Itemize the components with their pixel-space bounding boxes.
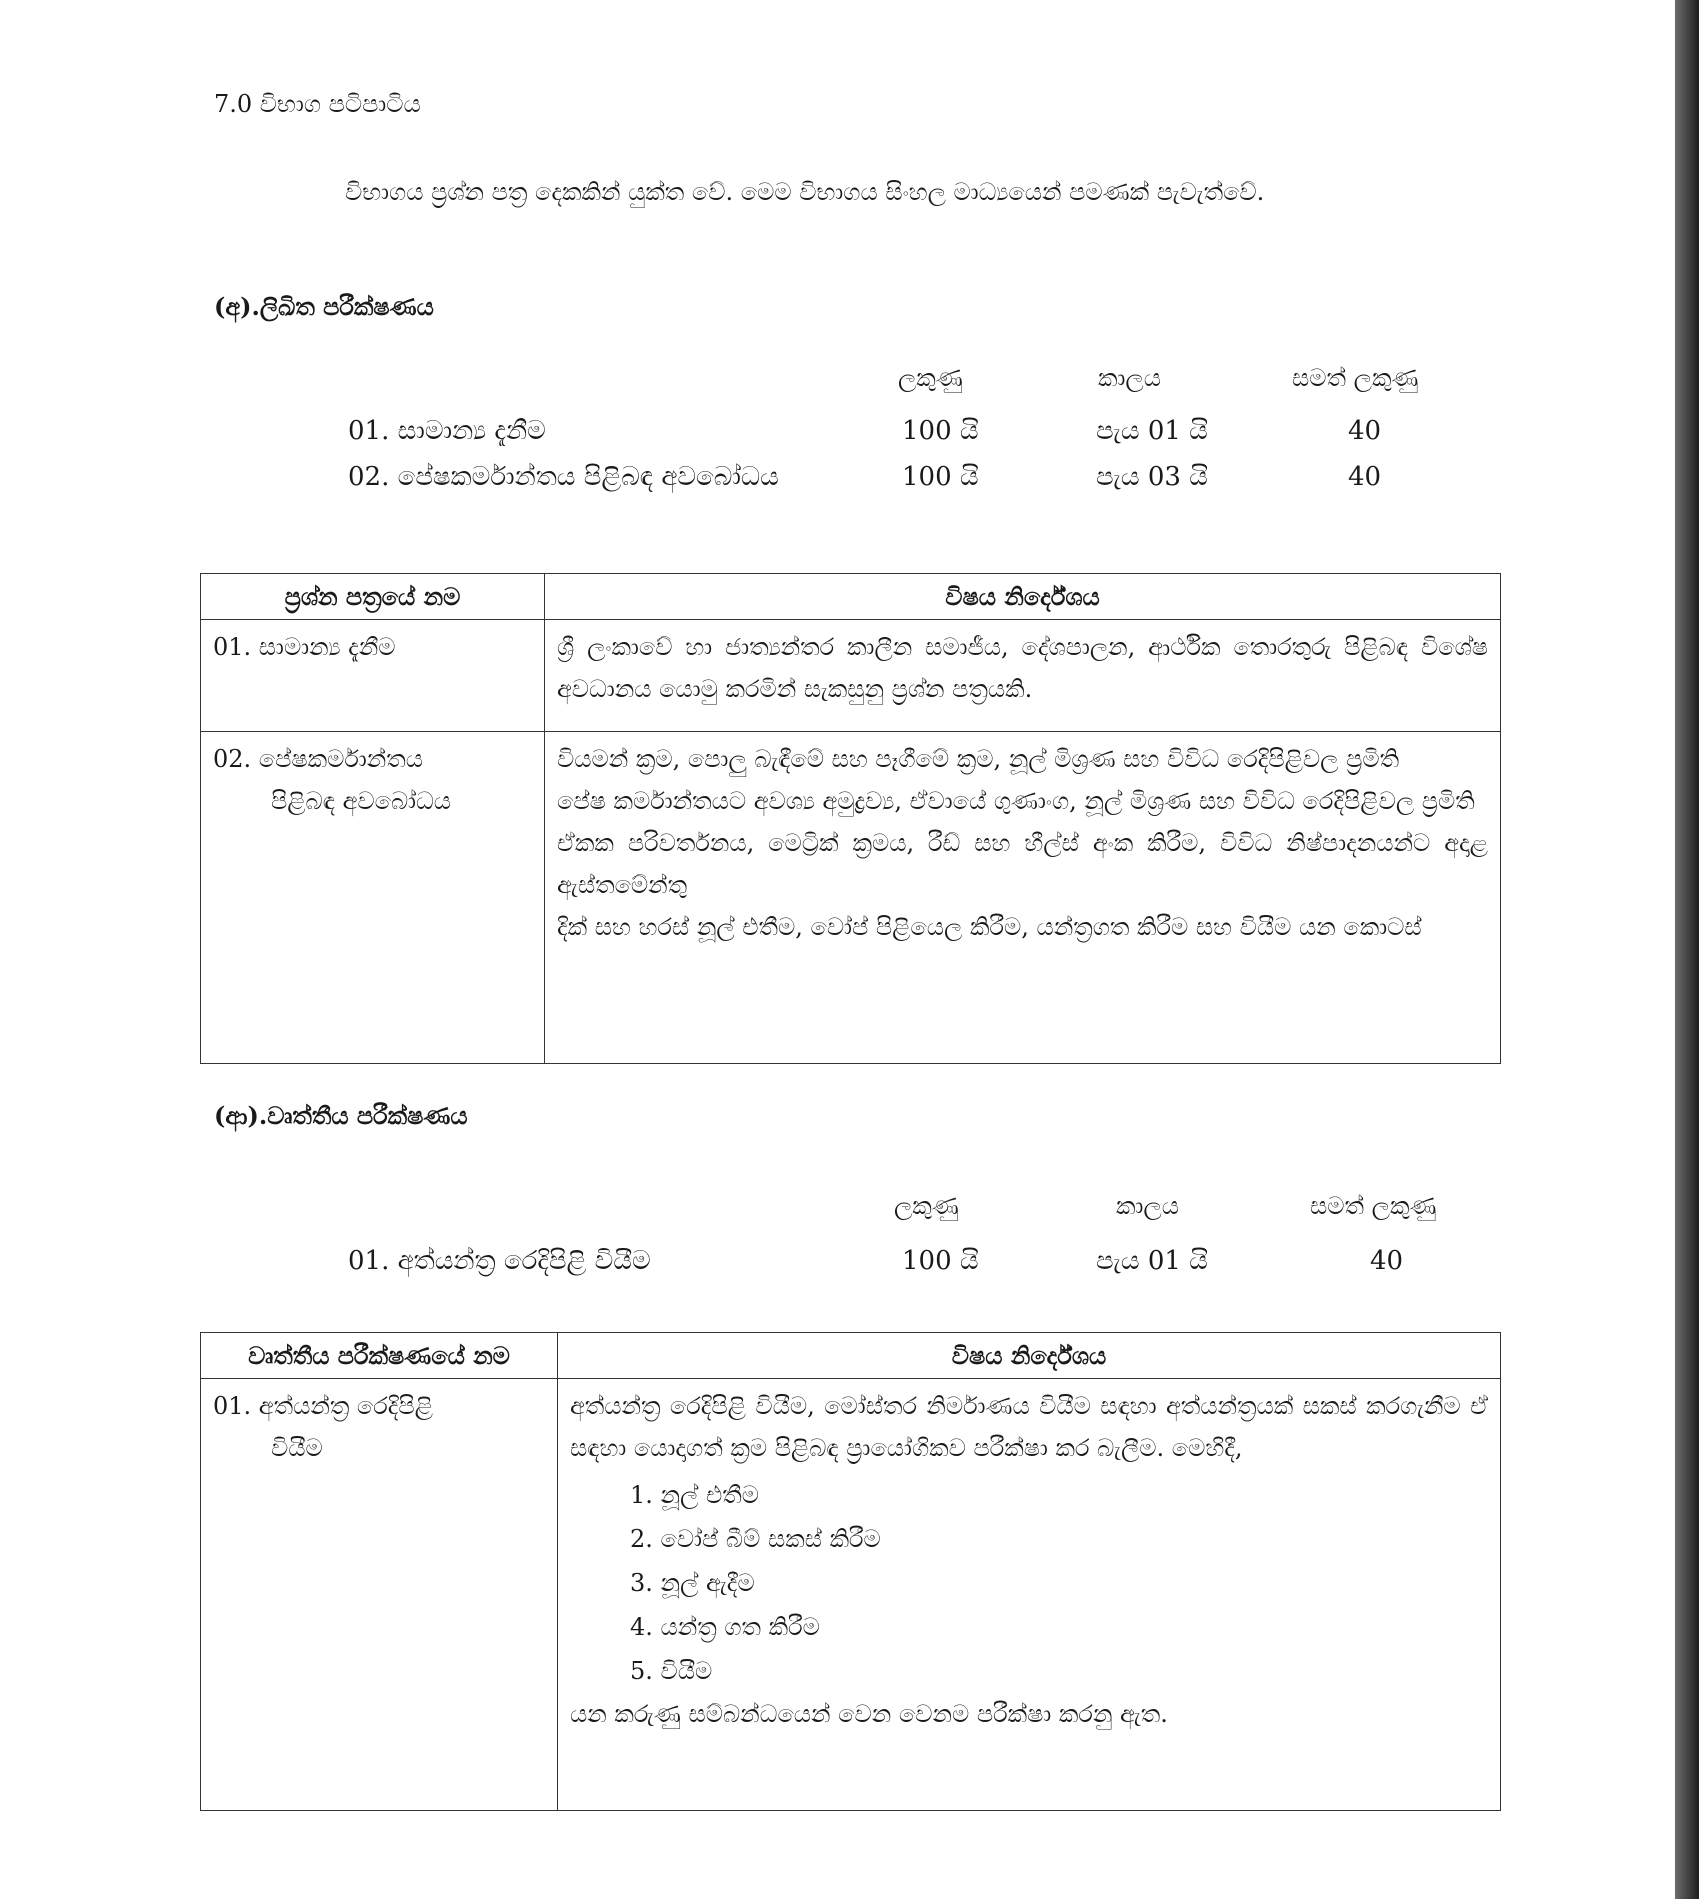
list-item: 3. නූල් ඇදීම <box>630 1569 755 1597</box>
written-col-time: කාලය <box>1098 364 1161 392</box>
written-row-1-marks: 100 යි <box>902 416 979 446</box>
written-row-2-pass: 40 <box>1348 462 1382 492</box>
written-row-1-pass: 40 <box>1348 416 1382 446</box>
list-item: 2. වෝප් බීම් සකස් කිරීම <box>630 1525 881 1553</box>
list-item: 1. නූල් එතීම <box>630 1481 759 1509</box>
col-practical-name: වෘත්තීය පරීක්ෂණයේ නම <box>201 1333 558 1379</box>
practical-name: 01. අත්යන්ත්‍ර රෙදිපිළි <box>213 1392 433 1420</box>
col-paper-name: ප්‍රශ්න පත්‍රයේ නම <box>201 574 545 620</box>
paper-name: 02. පේෂකර්මාන්තය <box>213 745 424 773</box>
col-syllabus: විෂය නිර්දේශය <box>558 1333 1501 1379</box>
practical-exam-heading: (ආ).වෘත්තීය පරීක්ෂණය <box>214 1101 468 1130</box>
paper-name-cont: පිළිබඳ අවබෝධය <box>271 787 452 815</box>
written-exam-heading: (අ).ලිඛිත පරීක්ෂණය <box>214 292 434 321</box>
written-col-pass: සමත් ලකුණු <box>1292 364 1419 392</box>
syllabus-text: ශ්‍රී ලංකාවේ හා ජාත්‍යන්තර කාලීන සමාජීය, දේශපාලන, ආර්ථික තොරතුරු පිළිබඳ විශේෂ අවධානය යොමු කරමින් සැකසුනු ප්‍රශ්න පත්‍රයකි. <box>557 633 1488 703</box>
syllabus-item: වියමන් ක්‍රම, පොලු බැඳීමේ සහ පෑගීමේ ක්‍රම, නූල් මිශ්‍රණ සහ විවිධ රෙදිපිළිවල ප්‍රමිති <box>557 745 1400 773</box>
syllabus-intro: අත්යන්ත්‍ර රෙදිපිළි වියීම, මෝස්තර නිර්මාණය වියීම සඳහා අත්යන්ත්‍රයක් සකස් කරගැනීම ඒ සඳහා යොදාගත් ක්‍රම පිළිබඳ ප්‍රායෝගිකව පරීක්ෂා කර බැලීම. මෙහිදී, <box>570 1392 1488 1462</box>
table-row <box>201 620 1501 732</box>
syllabus-item: පේෂ කර්මාන්තයට අවශ්‍ය අමුද්‍රව්‍ය, ඒවායේ ගුණාංග, නූල් මිශ්‍රණ සහ විවිධ රෙදිපිළිවල ප්‍රමිති <box>557 787 1475 815</box>
syllabus-cell <box>545 620 1501 732</box>
syllabus-cell <box>545 732 1501 1064</box>
paper-name-cell <box>201 620 545 732</box>
scan-edge <box>1675 0 1699 1899</box>
section-title: 7.0 විභාග පටිපාටිය <box>214 90 421 118</box>
practical-col-pass: සමත් ලකුණු <box>1310 1192 1437 1220</box>
intro-paragraph: විභාගය ප්‍රශ්න පත්‍ර දෙකකින් යුක්ත වේ. මෙම විභාගය සිංහල මාධ්‍යයෙන් පමණක් පැවැත්වේ. <box>345 178 1265 206</box>
written-col-marks: ලකුණු <box>898 364 963 392</box>
written-row-1-time: පැය 01 යි <box>1096 416 1208 446</box>
written-syllabus-table <box>200 573 1501 1064</box>
written-row-2-time: පැය 03 යි <box>1096 462 1208 492</box>
practical-name-cell <box>201 1379 558 1811</box>
list-item: 5. වියීම <box>630 1657 713 1685</box>
practical-col-marks: ලකුණු <box>894 1192 959 1220</box>
paper-name-cell <box>201 732 545 1064</box>
written-row-2-marks: 100 යි <box>902 462 979 492</box>
practical-syllabus-table <box>200 1332 1501 1811</box>
col-syllabus: විෂය නිර්දේශය <box>545 574 1501 620</box>
paper-name: 01. සාමාන්‍ය දැනීම <box>213 633 396 661</box>
syllabus-item: දික් සහ හරස් නූල් එතීම, වෝප් පිළියෙල කිරීම, යන්ත්‍රගත කිරීම සහ වියීම යන කොටස් <box>557 913 1422 941</box>
table-row <box>201 732 1501 1064</box>
table-header-row <box>201 574 1501 620</box>
table-row <box>201 1379 1501 1811</box>
table-header-row <box>201 1333 1501 1379</box>
practical-row-1-marks: 100 යි <box>902 1246 979 1276</box>
written-row-2-subject: 02. පේෂකර්මාන්තය පිළිබඳ අවබෝධය <box>348 462 779 492</box>
practical-row-1-subject: 01. අත්යන්ත්‍ර රෙදිපිළි වියීම <box>348 1246 651 1276</box>
practical-row-1-pass: 40 <box>1370 1246 1404 1276</box>
list-item: 4. යන්ත්‍ර ගත කිරීම <box>630 1613 820 1641</box>
written-row-1-subject: 01. සාමාන්‍ය දැනීම <box>348 416 546 446</box>
syllabus-item: ඒකක පරිවර්තනය, මෙට්‍රික් ක්‍රමය, රීඩ් සහ හීල්ස් අංක කිරීම, විවිධ නිෂ්පාදනයන්ට අදාළ ඇස්තමේන්තු <box>557 829 1488 899</box>
syllabus-cell <box>558 1379 1501 1811</box>
practical-name-cont: වියීම <box>271 1434 323 1462</box>
steps-list <box>570 1473 1488 1693</box>
syllabus-outro: යන කරුණු සම්බන්ධයෙන් වෙන වෙනම පරීක්ෂා කරනු ඇත. <box>570 1700 1168 1728</box>
practical-row-1-time: පැය 01 යි <box>1096 1246 1208 1276</box>
practical-col-time: කාලය <box>1116 1192 1179 1220</box>
